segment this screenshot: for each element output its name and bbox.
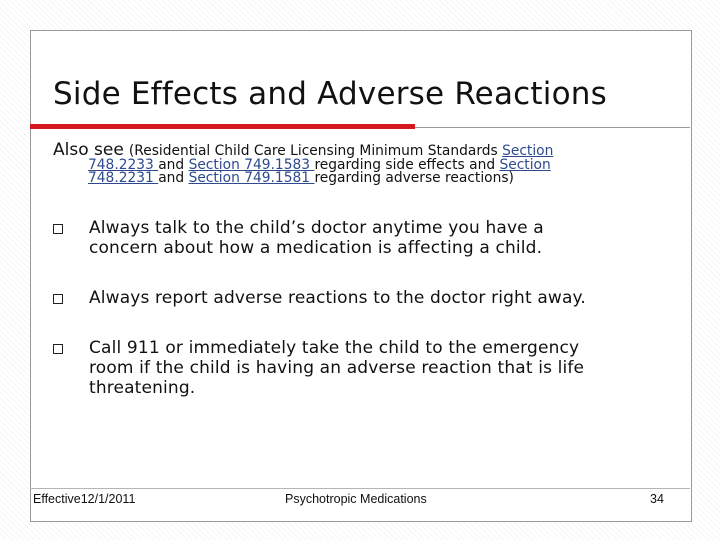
link-section-748-2233[interactable]: Section xyxy=(502,143,554,159)
slide-title: Side Effects and Adverse Reactions xyxy=(53,76,607,112)
footer-effective-date: Effective12/1/2011 xyxy=(33,492,136,506)
also-see-lead: Also see xyxy=(53,140,124,160)
bullet-text-line: Always talk to the child’s doctor anytime you have a xyxy=(89,218,544,238)
also-see-and-2: and xyxy=(158,170,189,186)
bullet-text-line: Call 911 or immediately take the child to the emergency xyxy=(89,338,580,358)
link-section-748-2233-cont[interactable]: 748.2233 xyxy=(88,157,159,173)
page-number: 34 xyxy=(650,492,664,506)
bullet-text-line: concern about how a medication is affecting a child. xyxy=(89,238,543,258)
also-see-side-effects: regarding side effects and xyxy=(314,157,500,173)
also-see-and-1: and xyxy=(158,157,189,173)
square-bullet-icon xyxy=(53,344,63,354)
bullet-text-line: threatening. xyxy=(89,378,196,398)
bullet-item xyxy=(53,218,693,258)
link-section-748-2231[interactable]: Section xyxy=(499,157,551,173)
also-see-reference xyxy=(53,140,683,186)
link-section-748-2231-cont[interactable]: 748.2231 xyxy=(88,170,159,186)
bullet-text-line: Always report adverse reactions to the doctor right away. xyxy=(89,288,586,308)
also-see-paren-text: (Residential Child Care Licensing Minimum Standards xyxy=(128,143,503,159)
link-section-749-1581[interactable]: Section 749.1581 xyxy=(188,170,315,186)
footer-divider xyxy=(30,488,690,489)
also-see-adverse-reactions: regarding adverse reactions) xyxy=(314,170,514,186)
link-section-749-1583[interactable]: Section 749.1583 xyxy=(188,157,315,173)
bullet-text-line: room if the child is having an adverse reaction that is life xyxy=(89,358,585,378)
bullet-list xyxy=(53,218,693,398)
footer-title: Psychotropic Medications xyxy=(285,492,427,506)
also-see-line-3 xyxy=(88,170,683,186)
bullet-item xyxy=(53,338,693,398)
square-bullet-icon xyxy=(53,224,63,234)
square-bullet-icon xyxy=(53,294,63,304)
bullet-item xyxy=(53,288,693,308)
